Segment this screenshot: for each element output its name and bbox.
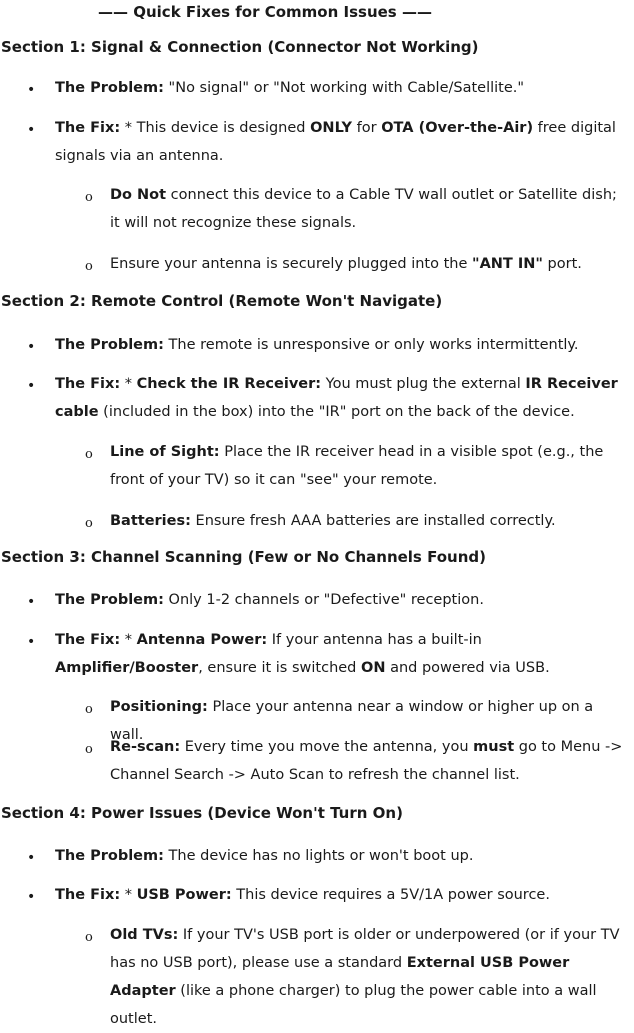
sub-bullet-marker: o bbox=[85, 259, 93, 274]
bullet-marker: • bbox=[27, 594, 36, 610]
bullet-marker: • bbox=[27, 82, 36, 98]
sub-bullet-marker: o bbox=[85, 702, 93, 717]
sub-bullet-marker: o bbox=[85, 447, 93, 462]
section-4-heading: Section 4: Power Issues (Device Won't Turn On) bbox=[1, 804, 403, 822]
section-3-heading: Section 3: Channel Scanning (Few or No Channels Found) bbox=[1, 548, 486, 566]
bullet-marker: • bbox=[27, 850, 36, 866]
document-page: —— Quick Fixes for Common Issues —— Section 1: Signal & Connection (Connector Not Working) • The Problem: "No signal" or "Not working with Cable/Satellite." • The Fix: * This device is designed ONLY for OTA (Over-the-Air) free digital signals via an antenna. o Do Not connect this device to a Cable TV wall outlet or Satellite dish; it will not recognize these signals. o Ensure your antenna is securely plugged into the "ANT IN" port. Section 2: Remote Control (Remote Won't Navigate) • The Problem: The remote is unresponsive or only works intermittently. • The Fix: * Check the IR Receiver: You must plug the external IR Receiver cable (included in the box) into the "IR" port on the back of the device. o Line of Sight: Place the IR receiver head in a visible spot (e.g., the front of your TV) so it can "see" your remote. o Batteries: Ensure fresh AAA batteries are installed correctly. Section 3: Channel Scanning (Few or No Channels Found) • The Problem: Only 1-2 channels or "Defective" reception. • The Fix: * Antenna Power: If your antenna has a built-in Amplifier/Booster, ensure it is switched ON and powered via USB. o Positioning: Place your antenna near a window or higher up on a wall. o Re-scan: Every time you move the antenna, you must go to Menu -> Channel Search -> Auto Scan to refresh the channel list. Section 4: Power Issues (Device Won't Turn On) • The Problem: The device has no lights or won't boot up. • The Fix: * USB Power: This device requires a 5V/1A power source. o Old TVs: If your TV's USB port is older or underpowered (or if your TV has no USB port), please use a standard External USB Power Adapter (like a phone charger) to plug the power cable into a wall outlet. bbox=[1, 3, 623, 1027]
bullet-marker: • bbox=[27, 889, 36, 905]
sub-bullet-marker: o bbox=[85, 742, 93, 757]
section-1-heading: Section 1: Signal & Connection (Connector Not Working) bbox=[1, 38, 479, 56]
bullet-marker: • bbox=[27, 339, 36, 355]
sub-bullet-marker: o bbox=[85, 516, 93, 531]
sub-bullet-marker: o bbox=[85, 930, 93, 945]
page-title: —— Quick Fixes for Common Issues —— bbox=[98, 3, 432, 21]
section-2-heading: Section 2: Remote Control (Remote Won't Navigate) bbox=[1, 292, 443, 310]
bullet-marker: • bbox=[27, 634, 36, 650]
bullet-marker: • bbox=[27, 122, 36, 138]
sub-bullet-marker: o bbox=[85, 190, 93, 205]
bullet-marker: • bbox=[27, 378, 36, 394]
